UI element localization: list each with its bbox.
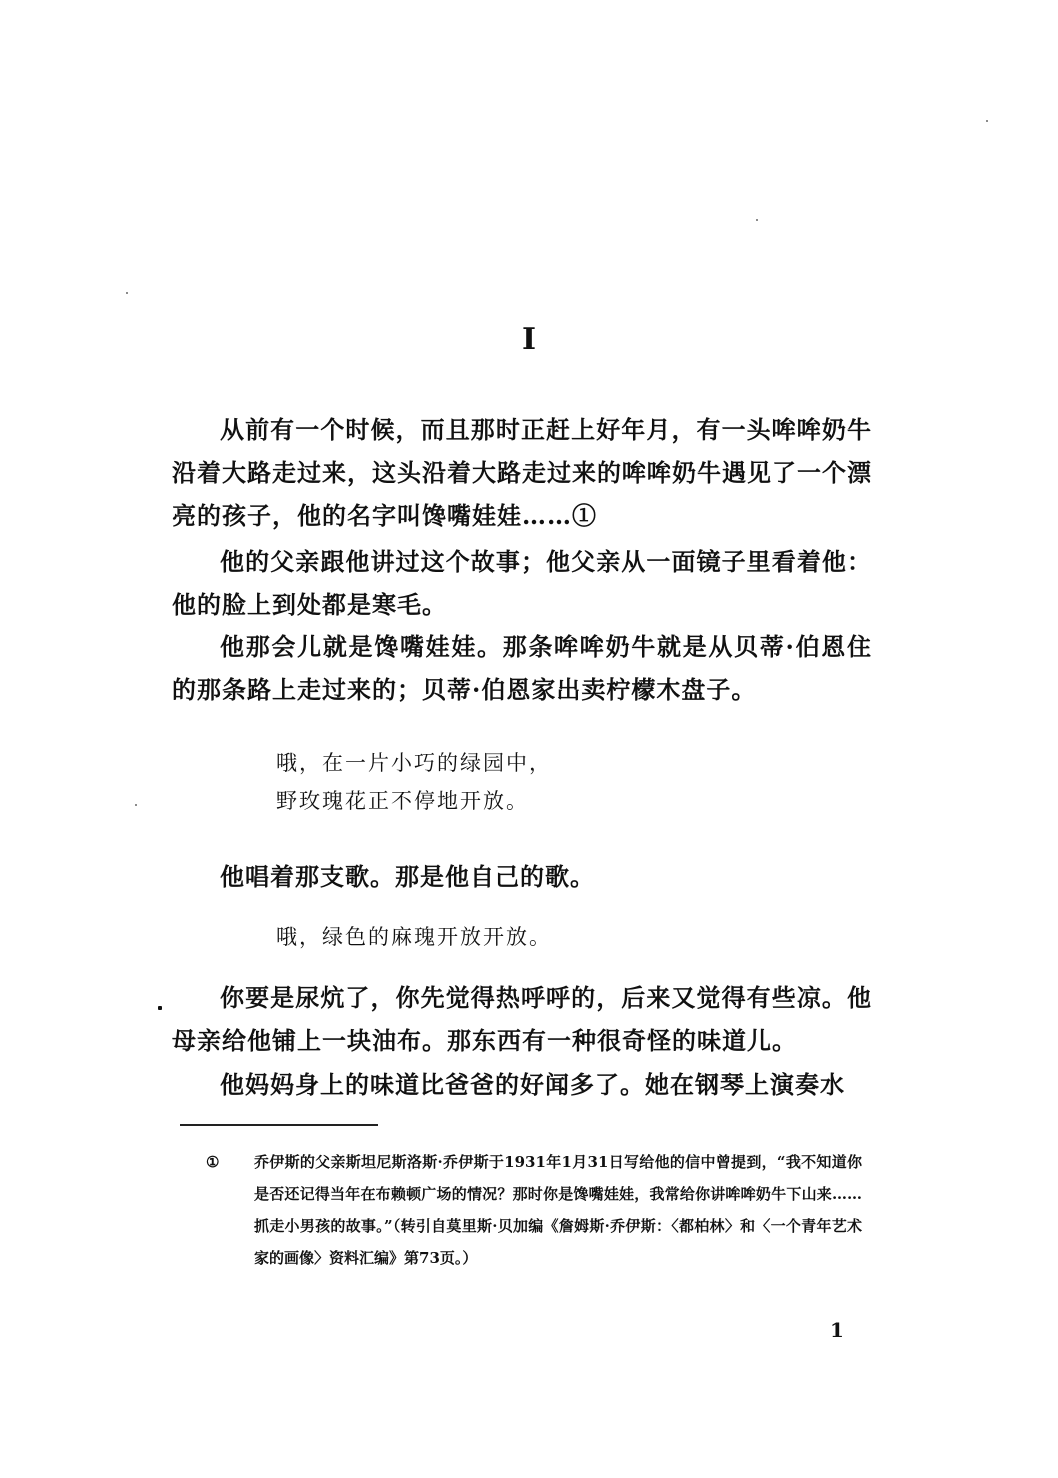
footnote-text: 乔伊斯的父亲斯坦尼斯洛斯·乔伊斯于1931年1月31日写给他的信中曾提到，“我不知道你是否还记得当年在布赖顿广场的情况？那时你是馋嘴娃娃，我常给你讲哞哞奶牛下山来……抓走小男孩的故事。”（转引自莫里斯·贝加编《詹姆斯·乔伊斯：〈都柏林〉和〈一个青年艺术家的画像〉资料汇编》第73页。） [254, 1153, 862, 1267]
paragraph-4 [172, 855, 872, 898]
footnote-marker: ① [206, 1153, 220, 1171]
paragraph-text: 他妈妈身上的味道比爸爸的好闻多了。她在钢琴上演奏水 [220, 1070, 845, 1099]
verse-2 [276, 918, 552, 956]
paragraph-text: 你要是尿炕了，你先觉得热呼呼的，后来又觉得有些凉。他母亲给他铺上一块油布。那东西有一种很奇怪的味道儿。 [172, 983, 872, 1055]
scan-speck [986, 120, 988, 122]
verse-line: 哦，绿色的麻瑰开放开放。 [276, 925, 552, 949]
scan-speck [756, 219, 758, 221]
paragraph-3 [172, 625, 872, 711]
footnote-divider [180, 1124, 378, 1126]
footnote [206, 1146, 862, 1274]
verse-line: 野玫瑰花正不停地开放。 [276, 789, 529, 813]
paragraph-5 [172, 976, 872, 1062]
paragraph-text: 他的父亲跟他讲过这个故事；他父亲从一面镜子里看着他：他的脸上到处都是寒毛。 [172, 547, 872, 619]
page-number: 1 [830, 1318, 844, 1342]
verse-1 [276, 744, 552, 820]
verse-line: 哦，在一片小巧的绿园中， [276, 751, 552, 775]
paragraph-6 [172, 1063, 872, 1106]
paragraph-2 [172, 540, 872, 626]
scan-speck [126, 292, 128, 294]
paragraph-text: 他那会儿就是馋嘴娃娃。那条哞哞奶牛就是从贝蒂·伯恩住的那条路上走过来的；贝蒂·伯恩家出卖柠檬木盘子。 [172, 632, 872, 704]
chapter-number: I [521, 322, 537, 357]
paragraph-1 [172, 408, 872, 537]
scan-speck [158, 1006, 162, 1010]
paragraph-text: 他唱着那支歌。那是他自己的歌。 [220, 862, 595, 891]
paragraph-text: 从前有一个时候，而且那时正赶上好年月，有一头哞哞奶牛沿着大路走过来，这头沿着大路走过来的哞哞奶牛遇见了一个漂亮的孩子，他的名字叫馋嘴娃娃……① [172, 415, 872, 530]
scan-speck [135, 804, 137, 806]
